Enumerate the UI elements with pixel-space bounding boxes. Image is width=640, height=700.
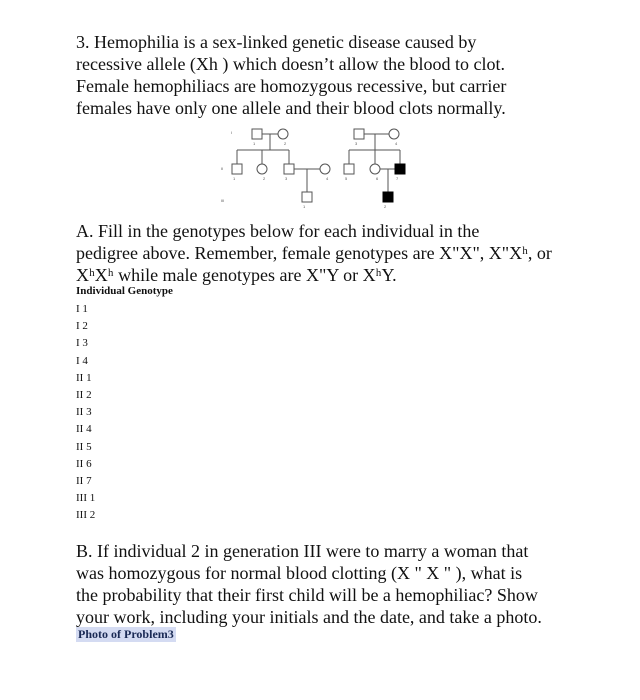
list-item: I 4	[76, 354, 88, 367]
intro-line: 3. Hemophilia is a sex-linked genetic disease caused by	[76, 32, 477, 52]
female-i-2	[278, 129, 288, 139]
label-ii-6: 6	[376, 176, 379, 181]
label-ii-1: 1	[233, 176, 236, 181]
label-ii-2: 2	[263, 176, 266, 181]
intro-line: Female hemophiliacs are homozygous recessive, but carrier	[76, 76, 507, 96]
list-item: III 2	[76, 509, 96, 522]
female-ii-6	[370, 164, 380, 174]
list-item: II 2	[76, 388, 92, 401]
part-a-instructions	[76, 220, 576, 286]
list-item: II 4	[76, 423, 92, 436]
affected-male-iii-2	[383, 192, 393, 202]
list-item: II 7	[76, 474, 92, 487]
male-ii-3	[284, 164, 294, 174]
female-i-4	[389, 129, 399, 139]
affected-male-ii-7	[395, 164, 405, 174]
part-a-line: A. Fill in the genotypes below for each individual in the	[76, 221, 480, 241]
pedigree-chart	[0, 0, 640, 220]
photo-of-problem-link[interactable]: Photo of Problem3	[78, 627, 174, 641]
label-i-3: 3	[355, 141, 358, 146]
list-item: II 5	[76, 440, 92, 453]
label-ii-5: 5	[345, 176, 348, 181]
part-b-line: the probability that their first child will be a hemophiliac? Show	[76, 585, 538, 605]
intro-line: females have only one allele and their blood clots normally.	[76, 98, 506, 118]
part-b-question	[76, 540, 576, 628]
list-item: III 1	[76, 492, 96, 505]
intro-line: recessive allele (Xh ) which doesn’t allow the blood to clot.	[76, 54, 506, 74]
label-i-2: 2	[284, 141, 287, 146]
generation-label-i: I	[231, 130, 233, 135]
list-item: I 1	[76, 303, 88, 315]
list-item: I 3	[76, 337, 88, 350]
male-i-1	[252, 129, 262, 139]
generation-label-ii: II	[221, 166, 224, 171]
label-i-1: 1	[253, 141, 256, 146]
label-iii-2: 2	[384, 204, 387, 209]
male-ii-1	[232, 164, 242, 174]
individual-list	[76, 301, 95, 524]
female-ii-4	[320, 164, 330, 174]
part-b-line: your work, including your initials and the date, and take a photo.	[76, 607, 542, 627]
male-i-3	[354, 129, 364, 139]
genotype-table-header: Individual Genotype	[76, 285, 173, 297]
part-b-line: B. If individual 2 in generation III were to marry a woman that	[76, 541, 529, 561]
label-iii-1: 1	[303, 204, 306, 209]
generation-label-iii: III	[221, 198, 225, 203]
label-i-4: 4	[395, 141, 398, 146]
label-ii-4: 4	[326, 176, 329, 181]
list-item: II 6	[76, 457, 92, 470]
part-a-line: XʰXʰ while male genotypes are X"Y or XʰY.	[76, 265, 397, 285]
part-a-line: pedigree above. Remember, female genotypes are X"X", X"Xʰ, or	[76, 243, 552, 263]
male-ii-5	[344, 164, 354, 174]
label-ii-7: 7	[396, 176, 399, 181]
list-item: I 2	[76, 320, 88, 333]
label-ii-3: 3	[285, 176, 288, 181]
male-iii-1	[302, 192, 312, 202]
list-item: II 3	[76, 406, 92, 419]
female-ii-2	[257, 164, 267, 174]
list-item: II 1	[76, 371, 92, 384]
part-b-line: was homozygous for normal blood clotting (X " X " ), what is	[76, 563, 523, 583]
